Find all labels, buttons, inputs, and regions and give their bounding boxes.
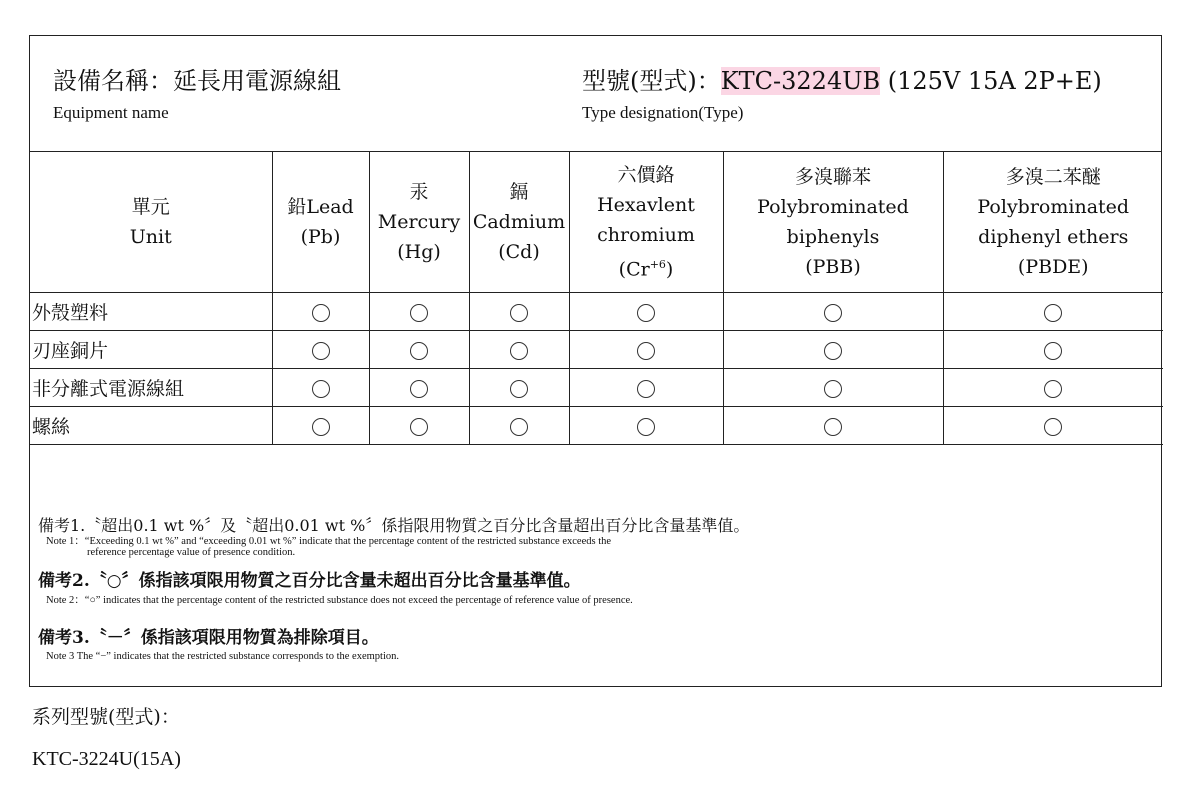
mark-cell bbox=[469, 407, 569, 445]
mark-cell bbox=[272, 369, 369, 407]
circle-mark-icon bbox=[312, 418, 330, 436]
circle-mark-icon bbox=[312, 380, 330, 398]
circle-mark-icon bbox=[637, 380, 655, 398]
circle-mark-icon bbox=[1044, 342, 1062, 360]
mark-cell bbox=[943, 407, 1163, 445]
restricted-substances-table bbox=[30, 152, 1163, 445]
col-pbb: 多溴聯苯 Polybrominated biphenyls (PBB) bbox=[723, 152, 943, 293]
circle-mark-icon bbox=[637, 304, 655, 322]
circle-mark-icon bbox=[1044, 304, 1062, 322]
unit-name: 外殼塑料 bbox=[30, 293, 272, 331]
col-pbde: 多溴二苯醚 Polybrominated diphenyl ethers (PBDE) bbox=[943, 152, 1163, 293]
circle-mark-icon bbox=[510, 342, 528, 360]
rohs-declaration-frame bbox=[29, 35, 1162, 687]
col-unit: 單元 Unit bbox=[30, 152, 272, 293]
circle-mark-icon bbox=[312, 342, 330, 360]
mark-cell bbox=[272, 407, 369, 445]
type-designation-zh bbox=[582, 61, 1102, 96]
note-1-en: Note 1：“Exceeding 0.1 wt %” and “exceeding 0.01 wt %” indicate that the percentage content of the restricted substance exceeds the bbox=[46, 536, 612, 547]
table-row bbox=[30, 293, 1163, 331]
header-section bbox=[30, 36, 1161, 152]
circle-mark-icon bbox=[510, 418, 528, 436]
col-cadmium: 鎘 Cadmium (Cd) bbox=[469, 152, 569, 293]
circle-mark-icon bbox=[410, 342, 428, 360]
mark-cell bbox=[569, 293, 723, 331]
note-2-zh: 備考2.〝○〞係指該項限用物質之百分比含量未超出百分比含量基準值。 bbox=[38, 571, 581, 591]
unit-name: 刃座銅片 bbox=[30, 331, 272, 369]
mark-cell bbox=[272, 331, 369, 369]
mark-cell bbox=[469, 331, 569, 369]
circle-mark-icon bbox=[1044, 418, 1062, 436]
series-model-label: 系列型號(型式)： bbox=[32, 706, 180, 728]
mark-cell bbox=[723, 293, 943, 331]
mark-cell bbox=[469, 293, 569, 331]
equipment-name-en: Equipment name bbox=[53, 103, 169, 122]
mark-cell bbox=[723, 407, 943, 445]
circle-mark-icon bbox=[510, 380, 528, 398]
circle-mark-icon bbox=[410, 304, 428, 322]
circle-mark-icon bbox=[824, 304, 842, 322]
note-1-en-cont: reference percentage value of presence condition. bbox=[87, 547, 296, 558]
table-row bbox=[30, 369, 1163, 407]
mark-cell bbox=[369, 331, 469, 369]
note-3-zh: 備考3.〝－〞係指該項限用物質為排除項目。 bbox=[38, 628, 379, 648]
notes-section bbox=[30, 494, 1161, 688]
type-label: 型號(型式)： bbox=[582, 67, 721, 95]
series-model-value: KTC-3224U(15A) bbox=[32, 748, 181, 770]
mark-cell bbox=[469, 369, 569, 407]
mark-cell bbox=[369, 293, 469, 331]
mark-cell bbox=[943, 293, 1163, 331]
unit-name: 非分離式電源線組 bbox=[30, 369, 272, 407]
circle-mark-icon bbox=[824, 418, 842, 436]
circle-mark-icon bbox=[824, 380, 842, 398]
circle-mark-icon bbox=[510, 304, 528, 322]
mark-cell bbox=[272, 293, 369, 331]
circle-mark-icon bbox=[312, 304, 330, 322]
equipment-name-zh: 設備名稱：延長用電源線組 bbox=[53, 67, 341, 95]
note-2-en: Note 2：“○” indicates that the percentage content of the restricted substance does not exceed the percentage of reference value of presence. bbox=[46, 595, 633, 606]
col-chromium: 六價鉻 Hexavlent chromium $(Cr^{+6})$ bbox=[569, 152, 723, 293]
col-mercury: 汞 Mercury (Hg) bbox=[369, 152, 469, 293]
note-3-en: Note 3 The “−” indicates that the restricted substance corresponds to the exemption. bbox=[46, 651, 399, 662]
mark-cell bbox=[569, 407, 723, 445]
type-model: KTC-3224UB bbox=[720, 67, 881, 95]
mark-cell bbox=[723, 331, 943, 369]
circle-mark-icon bbox=[824, 342, 842, 360]
table-header-row bbox=[30, 152, 1163, 293]
mark-cell bbox=[369, 369, 469, 407]
circle-mark-icon bbox=[410, 380, 428, 398]
col-lead: 鉛Lead (Pb) bbox=[272, 152, 369, 293]
unit-name: 螺絲 bbox=[30, 407, 272, 445]
circle-mark-icon bbox=[1044, 380, 1062, 398]
mark-cell bbox=[943, 369, 1163, 407]
table-row bbox=[30, 331, 1163, 369]
circle-mark-icon bbox=[410, 418, 428, 436]
mark-cell bbox=[369, 407, 469, 445]
mark-cell bbox=[723, 369, 943, 407]
note-1-zh: 備考1.〝超出0.1 wt %〞及〝超出0.01 wt %〞係指限用物質之百分比含量超出百分比含量基準值。 bbox=[38, 516, 750, 535]
type-rating: (125V 15A 2P+E) bbox=[880, 67, 1102, 95]
mark-cell bbox=[943, 331, 1163, 369]
mark-cell bbox=[569, 331, 723, 369]
mark-cell bbox=[569, 369, 723, 407]
circle-mark-icon bbox=[637, 342, 655, 360]
circle-mark-icon bbox=[637, 418, 655, 436]
table-row bbox=[30, 407, 1163, 445]
type-designation-en: Type designation(Type) bbox=[582, 103, 744, 122]
